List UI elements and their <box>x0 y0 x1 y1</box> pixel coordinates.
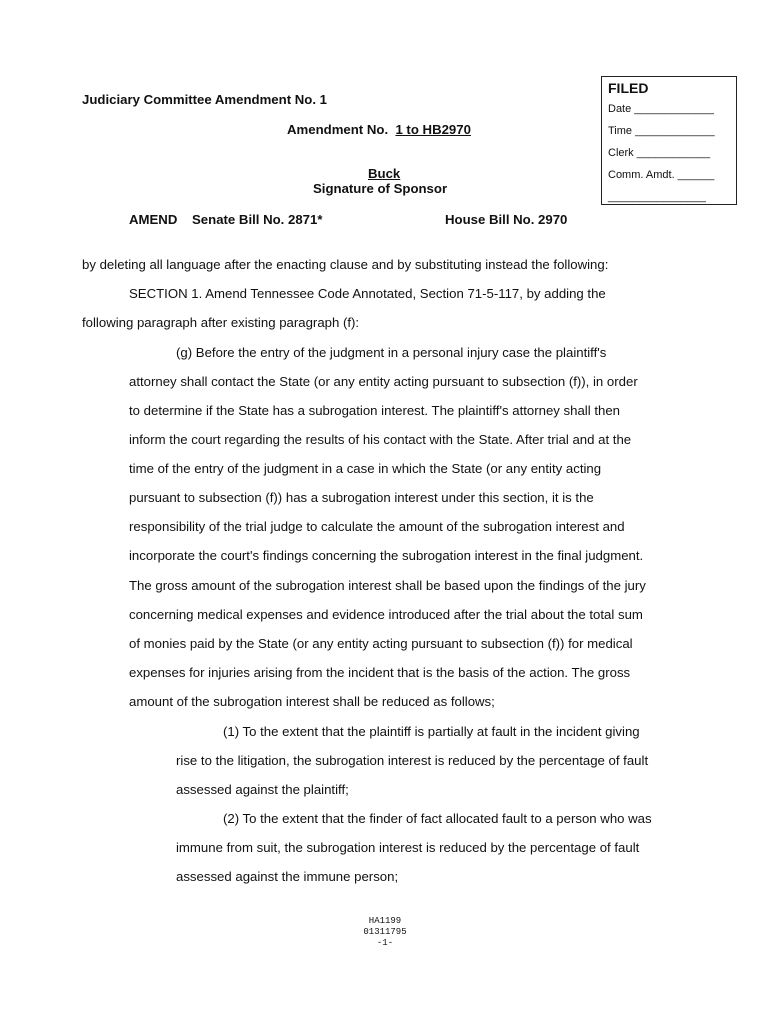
body-line: rise to the litigation, the subrogation interest is reduced by the percentage of fault <box>176 753 649 768</box>
amendment-prefix: Amendment No. <box>287 122 389 137</box>
sponsor-name: Buck <box>368 166 401 181</box>
body-line: incorporate the court's findings concerning the subrogation interest in the final judgment. <box>129 548 644 563</box>
body-line: (1) To the extent that the plaintiff is partially at fault in the incident giving <box>223 724 640 739</box>
body-line: time of the entry of the judgment in a case in which the State (or any entity acting <box>129 461 602 476</box>
body-line: by deleting all language after the enacting clause and by substituting instead the following: <box>82 257 609 272</box>
filed-stamp-box <box>601 76 737 205</box>
page-number: -1- <box>376 938 394 948</box>
body-line: (g) Before the entry of the judgment in a personal injury case the plaintiff's <box>176 345 607 360</box>
filed-blank-line: ________________ <box>608 191 706 203</box>
body-line: amount of the subrogation interest shall be reduced as follows; <box>129 694 495 709</box>
committee-amendment-title: Judiciary Committee Amendment No. 1 <box>82 92 327 107</box>
sponsor-caption: Signature of Sponsor <box>313 181 448 196</box>
footer-code-1: HA1199 <box>368 916 402 926</box>
body-line: inform the court regarding the results of his contact with the State. After trial and at the <box>129 432 632 447</box>
house-bill-line: House Bill No. 2970 <box>445 212 568 227</box>
body-line: concerning medical expenses and evidence introduced after the trial about the total sum <box>129 607 643 622</box>
filed-time: Time _____________ <box>608 125 715 137</box>
amendment-number-line <box>287 122 471 137</box>
amendment-number: 1 to HB2970 <box>395 122 471 137</box>
filed-comm-amdt: Comm. Amdt. ______ <box>608 169 715 181</box>
filed-date: Date _____________ <box>608 103 714 115</box>
body-line: expenses for injuries arising from the incident that is the basis of the action. The gross <box>129 665 631 680</box>
senate-bill-line: AMEND Senate Bill No. 2871* <box>129 212 323 227</box>
filed-clerk: Clerk ____________ <box>608 147 711 159</box>
body-line: attorney shall contact the State (or any entity acting pursuant to subsection (f)), in order <box>129 374 638 389</box>
filed-title: FILED <box>608 80 649 96</box>
body-line: responsibility of the trial judge to calculate the amount of the subrogation interest and <box>129 519 625 534</box>
body-line: pursuant to subsection (f)) has a subrogation interest under this section, it is the <box>129 490 594 505</box>
body-line: assessed against the plaintiff; <box>176 782 349 797</box>
body-line: to determine if the State has a subrogation interest. The plaintiff's attorney shall then <box>129 403 620 418</box>
body-line: following paragraph after existing paragraph (f): <box>82 315 360 330</box>
body-line: The gross amount of the subrogation interest shall be based upon the findings of the jury <box>129 578 646 593</box>
body-line: (2) To the extent that the finder of fact allocated fault to a person who was <box>223 811 652 826</box>
footer-code-2: 01311795 <box>363 927 407 937</box>
body-line: immune from suit, the subrogation interest is reduced by the percentage of fault <box>176 840 640 855</box>
body-line: SECTION 1. Amend Tennessee Code Annotated, Section 71-5-117, by adding the <box>129 286 606 301</box>
body-line: of monies paid by the State (or any entity acting pursuant to subsection (f)) for medical <box>129 636 633 651</box>
body-line: assessed against the immune person; <box>176 869 399 884</box>
